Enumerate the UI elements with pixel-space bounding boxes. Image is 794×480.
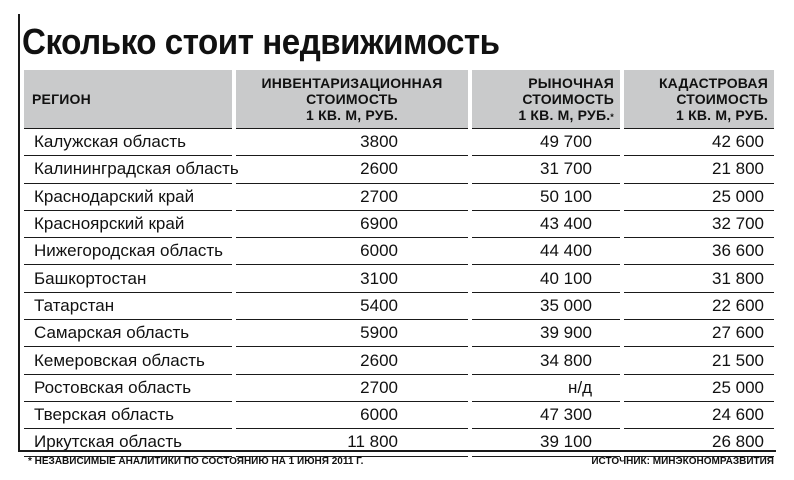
cell-inventory: 2600: [236, 347, 468, 374]
cell-inventory: 11 800: [236, 429, 468, 456]
cell-market: 43 400: [472, 211, 620, 238]
cell-market: 34 800: [472, 347, 620, 374]
table-row: [24, 429, 774, 456]
header-market: РЫНОЧНАЯ СТОИМОСТЬ 1 КВ. М, РУБ.*: [472, 70, 620, 128]
table-row: [24, 128, 774, 156]
cell-cadastral: 42 600: [624, 128, 774, 156]
table-row: [24, 265, 774, 292]
cell-cadastral: 31 800: [624, 265, 774, 292]
header-row: [24, 70, 774, 128]
cell-inventory: 3100: [236, 265, 468, 292]
cell-market: 39 100: [472, 429, 620, 456]
cell-market: 40 100: [472, 265, 620, 292]
page-title: Сколько стоит недвижимость: [22, 21, 500, 62]
cell-region: Самарская область: [24, 320, 232, 347]
cell-market: 49 700: [472, 128, 620, 156]
real-estate-table: [20, 70, 778, 457]
cell-region: Красноярский край: [24, 211, 232, 238]
table-row: [24, 320, 774, 347]
cell-inventory: 6000: [236, 238, 468, 265]
cell-inventory: 5400: [236, 293, 468, 320]
cell-market: 44 400: [472, 238, 620, 265]
cell-cadastral: 25 000: [624, 375, 774, 402]
cell-cadastral: 25 000: [624, 184, 774, 211]
cell-inventory: 2700: [236, 375, 468, 402]
table-row: [24, 347, 774, 374]
footnote-mark: *: [610, 112, 614, 122]
cell-cadastral: 21 500: [624, 347, 774, 374]
cell-inventory: 6000: [236, 402, 468, 429]
source-note: ИСТОЧНИК: МИНЭКОНОМРАЗВИТИЯ: [591, 456, 774, 467]
cell-market: 39 900: [472, 320, 620, 347]
table-row: [24, 402, 774, 429]
cell-region: Кемеровская область: [24, 347, 232, 374]
cell-market: 50 100: [472, 184, 620, 211]
table-row: [24, 238, 774, 265]
cell-region: Башкортостан: [24, 265, 232, 292]
cell-inventory: 6900: [236, 211, 468, 238]
header-cadastral: КАДАСТРОВАЯ СТОИМОСТЬ 1 КВ. М, РУБ.: [624, 70, 774, 128]
table-row: [24, 293, 774, 320]
cell-market: н/д: [472, 375, 620, 402]
cell-region: Калининградская область: [24, 156, 232, 183]
table-row: [24, 156, 774, 183]
cell-cadastral: 21 800: [624, 156, 774, 183]
cell-cadastral: 27 600: [624, 320, 774, 347]
cell-inventory: 2600: [236, 156, 468, 183]
cell-market: 35 000: [472, 293, 620, 320]
cell-cadastral: 22 600: [624, 293, 774, 320]
cell-region: Тверская область: [24, 402, 232, 429]
cell-market: 31 700: [472, 156, 620, 183]
cell-region: Ростовская область: [24, 375, 232, 402]
cell-cadastral: 24 600: [624, 402, 774, 429]
cell-inventory: 2700: [236, 184, 468, 211]
table-body: [24, 128, 774, 457]
footnote: * НЕЗАВИСИМЫЕ АНАЛИТИКИ ПО СОСТОЯНИЮ НА 1 ИЮНЯ 2011 Г.: [28, 456, 364, 467]
cell-region: Калужская область: [24, 128, 232, 156]
cell-cadastral: 32 700: [624, 211, 774, 238]
cell-cadastral: 26 800: [624, 429, 774, 456]
cell-cadastral: 36 600: [624, 238, 774, 265]
cell-region: Нижегородская область: [24, 238, 232, 265]
cell-inventory: 5900: [236, 320, 468, 347]
header-region: РЕГИОН: [24, 70, 232, 128]
cell-inventory: 3800: [236, 128, 468, 156]
table-row: [24, 184, 774, 211]
cell-region: Краснодарский край: [24, 184, 232, 211]
cell-region: Иркутская область: [24, 429, 232, 456]
table-row: [24, 211, 774, 238]
cell-market: 47 300: [472, 402, 620, 429]
table-row: [24, 375, 774, 402]
header-inventory: ИНВЕНТАРИЗАЦИОННАЯ СТОИМОСТЬ 1 КВ. М, РУБ.: [236, 70, 468, 128]
cell-region: Татарстан: [24, 293, 232, 320]
